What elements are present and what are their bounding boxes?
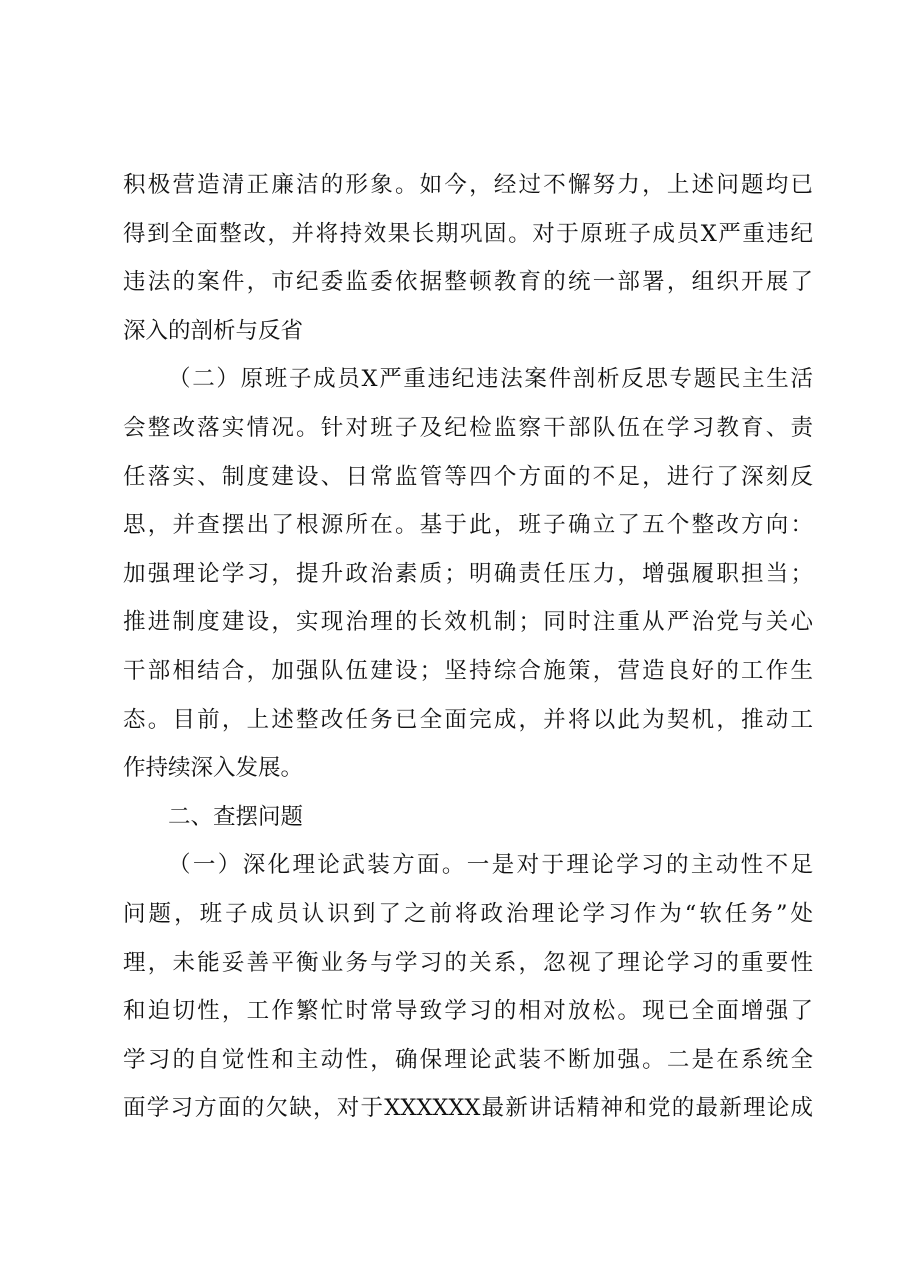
paragraph-line: （一）深化理论武装方面。一是对于理论学习的主动性不足 [168, 852, 813, 879]
body-text [123, 161, 813, 1133]
paragraph-line: 学习的自觉性和主动性，确保理论武装不断加强。二是在系统全 [123, 1046, 813, 1073]
paragraph-line: 和迫切性，工作繁忙时常导致学习的相对放松。现已全面增强了 [123, 998, 813, 1025]
paragraph-line: 深入的剖析与反省 [123, 317, 304, 344]
paragraph-line: 违法的案件，市纪委监委依据整顿教育的统一部署，组织开展了 [123, 269, 813, 296]
paragraph-line: 理，未能妥善平衡业务与学习的关系，忽视了理论学习的重要性 [123, 949, 813, 976]
paragraph-line: 干部相结合，加强队伍建设；坚持综合施策，营造良好的工作生 [123, 657, 813, 684]
paragraph-line: 思，并查摆出了根源所在。基于此，班子确立了五个整改方向： [123, 512, 813, 539]
paragraph-line: 问题，班子成员认识到了之前将政治理论学习作为“软任务”处 [123, 900, 813, 927]
paragraph-line: （二）原班子成员X严重违纪违法案件剖析反思专题民主生活 [168, 366, 813, 393]
paragraph-line: 会整改落实情况。针对班子及纪检监察干部队伍在学习教育、责 [123, 414, 813, 441]
paragraph-line: 作持续深入发展。 [123, 755, 304, 782]
paragraph-line: 态。目前，上述整改任务已全面完成，并将以此为契机，推动工 [123, 706, 813, 733]
section-heading: 二、查摆问题 [168, 803, 304, 830]
paragraph-line: 任落实、制度建设、日常监管等四个方面的不足，进行了深刻反 [123, 463, 813, 490]
paragraph-line: 加强理论学习，提升政治素质；明确责任压力，增强履职担当； [123, 560, 813, 587]
paragraph-line: 积极营造清正廉洁的形象。如今，经过不懈努力，上述问题均已 [123, 172, 813, 198]
paragraph-line: 推进制度建设，实现治理的长效机制；同时注重从严治党与关心 [123, 609, 813, 636]
paragraph-line: 面学习方面的欠缺，对于XXXXXX最新讲话精神和党的最新理论成 [123, 1095, 813, 1122]
paragraph-line: 得到全面整改，并将持效果长期巩固。对于原班子成员X严重违纪 [123, 220, 813, 247]
